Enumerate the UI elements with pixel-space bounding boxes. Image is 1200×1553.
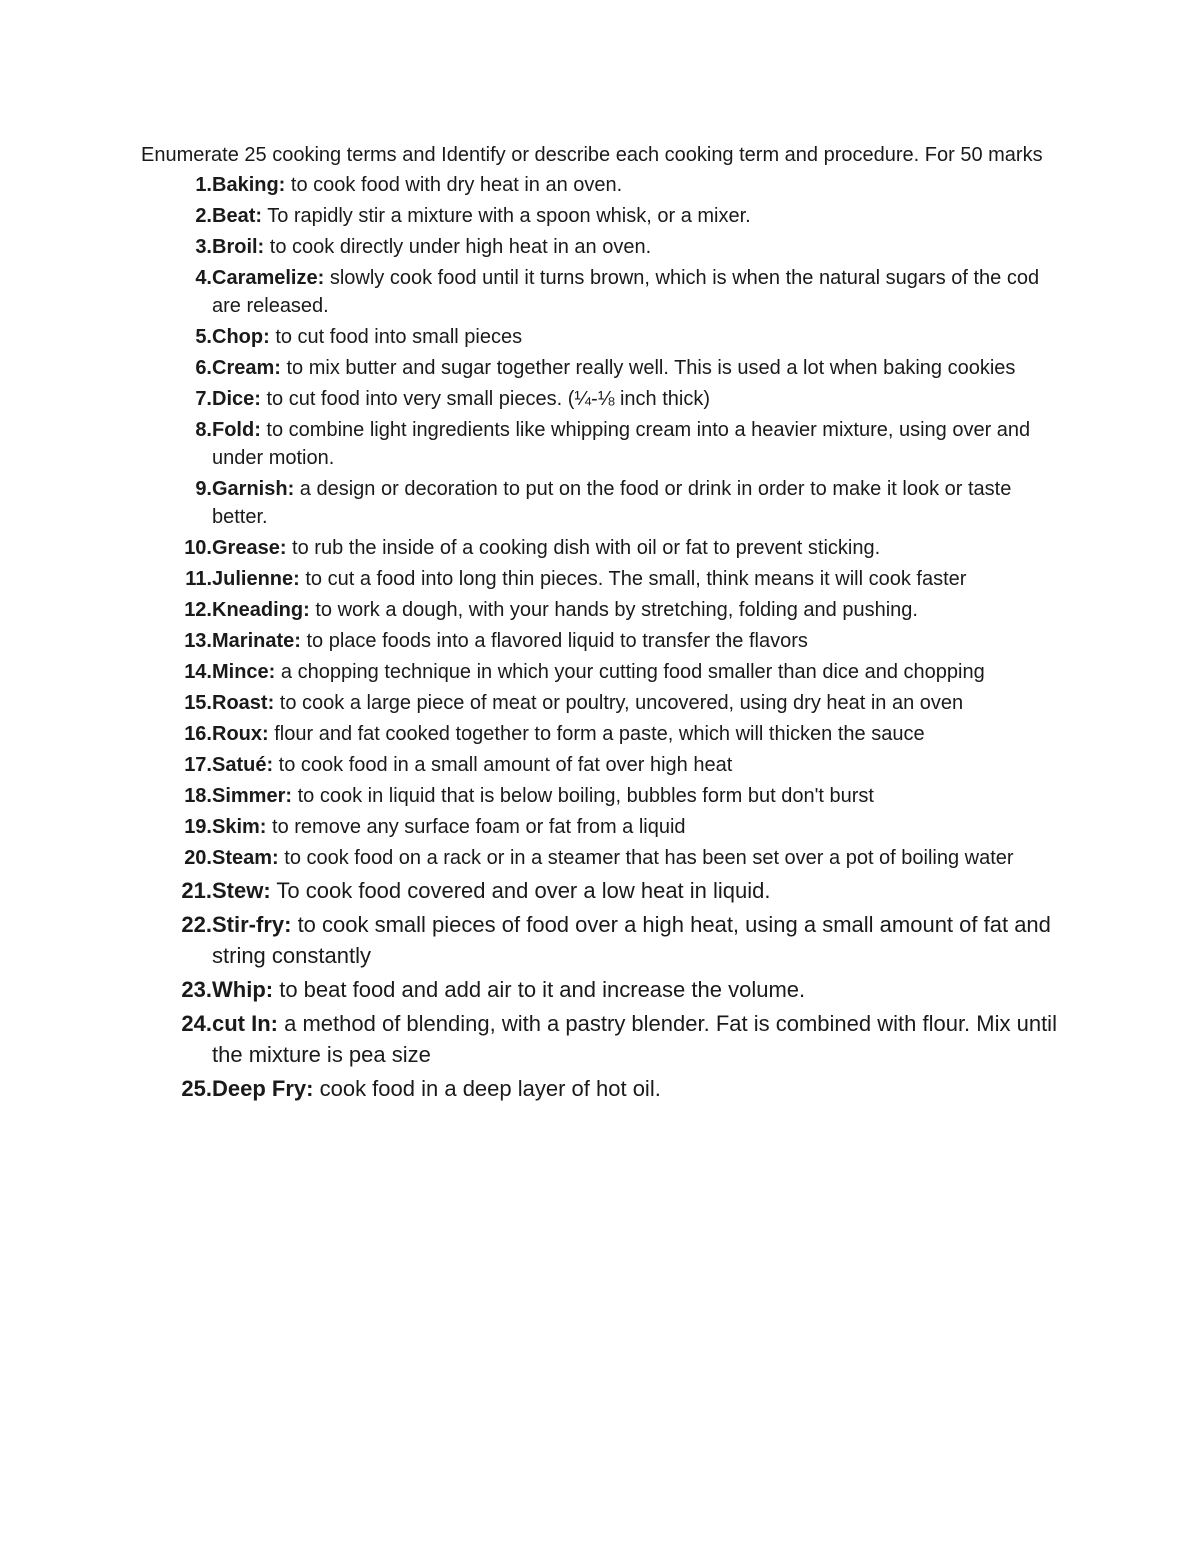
item-number: 9. [195, 478, 212, 500]
item-number: 4. [195, 267, 212, 289]
term-definition: a design or decoration to put on the food or drink in order to make it look or taste better. [212, 478, 1012, 528]
document-page [141, 141, 1061, 1107]
term-definition: To cook food covered and over a low heat in liquid. [270, 878, 771, 903]
term-name: Deep Fry: [212, 1076, 314, 1101]
item-number: 25. [181, 1076, 212, 1101]
term-definition: to cook in liquid that is below boiling, bubbles form but don't burst [292, 785, 874, 807]
list-item [141, 813, 1061, 841]
item-number: 14. [184, 661, 212, 683]
term-definition: to cut food into small pieces [269, 326, 523, 348]
term-name: Julienne: [212, 568, 300, 590]
term-name: Steam: [212, 847, 279, 869]
list-item [141, 323, 1061, 351]
term-definition: a chopping technique in which your cutting food smaller than dice and chopping [275, 661, 985, 683]
term-name: Marinate: [212, 630, 301, 652]
list-item [141, 264, 1061, 320]
item-number: 5. [195, 326, 212, 348]
list-item [141, 233, 1061, 261]
list-item [141, 782, 1061, 810]
list-item [141, 689, 1061, 717]
term-name: Stir-fry: [212, 912, 292, 937]
term-definition: to cook food on a rack or in a steamer that has been set over a pot of boiling water [278, 847, 1014, 869]
term-definition: to mix butter and sugar together really well. This is used a lot when baking cookies [280, 357, 1016, 379]
list-item [141, 875, 1061, 906]
item-number: 23. [181, 977, 212, 1002]
item-number: 15. [184, 692, 212, 714]
list-item [141, 751, 1061, 779]
item-number: 24. [181, 1011, 212, 1036]
term-definition: to cook food with dry heat in an oven. [285, 174, 623, 196]
list-item [141, 354, 1061, 382]
item-number: 2. [195, 205, 212, 227]
list-item [141, 416, 1061, 472]
list-item [141, 909, 1061, 971]
term-name: Satué: [212, 754, 274, 776]
term-definition: To rapidly stir a mixture with a spoon whisk, or a mixer. [262, 205, 751, 227]
term-name: Whip: [212, 977, 274, 1002]
list-item [141, 844, 1061, 872]
term-definition: a method of blending, with a pastry blender. Fat is combined with flour. Mix until the mixture is pea size [212, 1011, 1057, 1067]
list-item [141, 385, 1061, 413]
term-name: Dice: [212, 388, 261, 410]
term-definition: to combine light ingredients like whipping cream into a heavier mixture, using over and under motion. [212, 419, 1031, 469]
item-number: 12. [184, 599, 212, 621]
term-definition: to place foods into a flavored liquid to transfer the flavors [300, 630, 808, 652]
term-definition: to rub the inside of a cooking dish with oil or fat to prevent sticking. [286, 537, 881, 559]
term-name: Caramelize: [212, 267, 325, 289]
item-number: 7. [195, 388, 212, 410]
term-definition: to work a dough, with your hands by stretching, folding and pushing. [309, 599, 918, 621]
term-name: Mince: [212, 661, 276, 683]
item-number: 8. [195, 419, 212, 441]
item-number: 16. [184, 723, 212, 745]
item-number: 21. [181, 878, 212, 903]
cooking-terms-list [141, 171, 1061, 1104]
list-item [141, 596, 1061, 624]
item-number: 10. [184, 537, 212, 559]
term-name: Stew: [212, 878, 271, 903]
term-name: Chop: [212, 326, 270, 348]
term-name: Skim: [212, 816, 267, 838]
list-item [141, 627, 1061, 655]
item-number: 19. [184, 816, 212, 838]
item-number: 6. [195, 357, 212, 379]
term-definition: slowly cook food until it turns brown, which is when the natural sugars of the cod are released. [212, 267, 1040, 317]
term-name: Roux: [212, 723, 269, 745]
term-name: Grease: [212, 537, 287, 559]
item-number: 3. [195, 236, 212, 258]
term-definition: to cook directly under high heat in an oven. [264, 236, 652, 258]
term-definition: cook food in a deep layer of hot oil. [313, 1076, 661, 1101]
intro-paragraph: Enumerate 25 cooking terms and Identify or describe each cooking term and procedure. For 50 marks [141, 144, 1043, 166]
term-name: Broil: [212, 236, 265, 258]
term-definition: to remove any surface foam or fat from a liquid [266, 816, 686, 838]
term-definition: to cut food into very small pieces. (¼-⅛ inch thick) [260, 388, 710, 410]
term-name: Baking: [212, 174, 286, 196]
list-item [141, 565, 1061, 593]
list-item [141, 1073, 1061, 1104]
list-item [141, 658, 1061, 686]
term-name: Kneading: [212, 599, 310, 621]
item-number: 11. [185, 568, 212, 590]
list-item [141, 974, 1061, 1005]
list-item [141, 1008, 1061, 1070]
term-name: cut In: [212, 1011, 278, 1036]
list-item [141, 475, 1061, 531]
item-number: 20. [184, 847, 212, 869]
item-number: 1. [195, 174, 212, 196]
list-item [141, 202, 1061, 230]
term-name: Simmer: [212, 785, 293, 807]
item-number: 13. [184, 630, 212, 652]
term-definition: to beat food and add air to it and increase the volume. [273, 977, 806, 1002]
term-definition: to cook small pieces of food over a high heat, using a small amount of fat and string constantly [212, 912, 1051, 968]
term-name: Beat: [212, 205, 263, 227]
term-name: Roast: [212, 692, 275, 714]
list-item [141, 534, 1061, 562]
term-definition: to cook a large piece of meat or poultry, uncovered, using dry heat in an oven [274, 692, 964, 714]
term-name: Fold: [212, 419, 261, 441]
term-definition: to cut a food into long thin pieces. The small, think means it will cook faster [299, 568, 967, 590]
term-definition: to cook food in a small amount of fat over high heat [273, 754, 733, 776]
term-name: Cream: [212, 357, 281, 379]
list-item [141, 720, 1061, 748]
item-number: 22. [181, 912, 212, 937]
item-number: 18. [184, 785, 212, 807]
item-number: 17. [184, 754, 212, 776]
term-definition: flour and fat cooked together to form a paste, which will thicken the sauce [268, 723, 925, 745]
term-name: Garnish: [212, 478, 295, 500]
list-item [141, 171, 1061, 199]
